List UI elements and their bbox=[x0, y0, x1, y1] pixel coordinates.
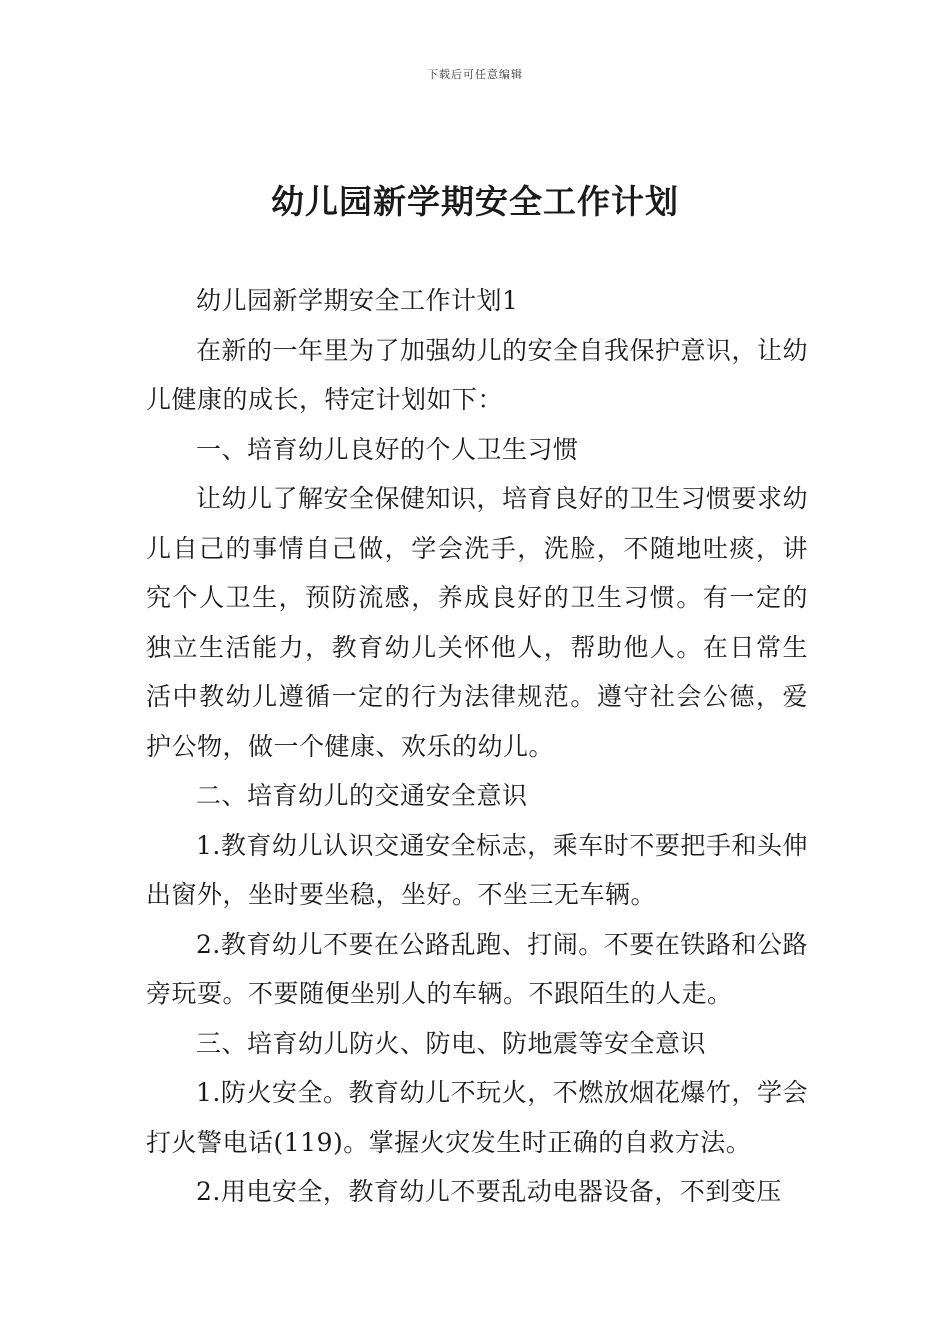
paragraph: 1.教育幼儿认识交通安全标志，乘车时不要把手和头伸出窗外，坐时要坐稳，坐好。不坐三无车辆。 bbox=[146, 830, 808, 909]
paragraph-intro: 在新的一年里为了加强幼儿的安全自我保护意识，让幼儿健康的成长，特定计划如下： bbox=[146, 335, 809, 414]
paragraph: 让幼儿了解安全保健知识，培育良好的卫生习惯要求幼儿自己的事情自己做，学会洗手，洗脸，不随地吐痰，讲究个人卫生，预防流感，养成良好的卫生习惯。有一定的独立生活能力，教育幼儿关怀他人，帮助他人。在日常生活中教幼儿遵循一定的行为法律规范。遵守社会公德，爱护公物，做一个健康、欢乐的幼儿。 bbox=[146, 484, 809, 761]
document-body bbox=[146, 276, 808, 1217]
section-heading-1: 一、培育幼儿良好的个人卫生习惯 bbox=[196, 434, 579, 464]
section-heading-3: 三、培育幼儿防火、防电、防地震等安全意识 bbox=[196, 1028, 707, 1058]
paragraph-subtitle: 幼儿园新学期安全工作计划1 bbox=[196, 286, 519, 315]
header-note: 下载后可任意编辑 bbox=[427, 68, 523, 81]
paragraph: 2.用电安全，教育幼儿不要乱动电器设备，不到变压 bbox=[196, 1177, 782, 1206]
document-title: 幼儿园新学期安全工作计划 bbox=[271, 182, 679, 221]
paragraph: 2.教育幼儿不要在公路乱跑、打闹。不要在铁路和公路旁玩耍。不要随便坐别人的车辆。不跟陌生的人走。 bbox=[146, 929, 808, 1008]
section-heading-2: 二、培育幼儿的交通安全意识 bbox=[196, 781, 528, 810]
paragraph: 1.防火安全。教育幼儿不玩火，不燃放烟花爆竹，学会打火警电话(119)。掌握火灾发生时正确的自救方法。 bbox=[146, 1078, 808, 1157]
